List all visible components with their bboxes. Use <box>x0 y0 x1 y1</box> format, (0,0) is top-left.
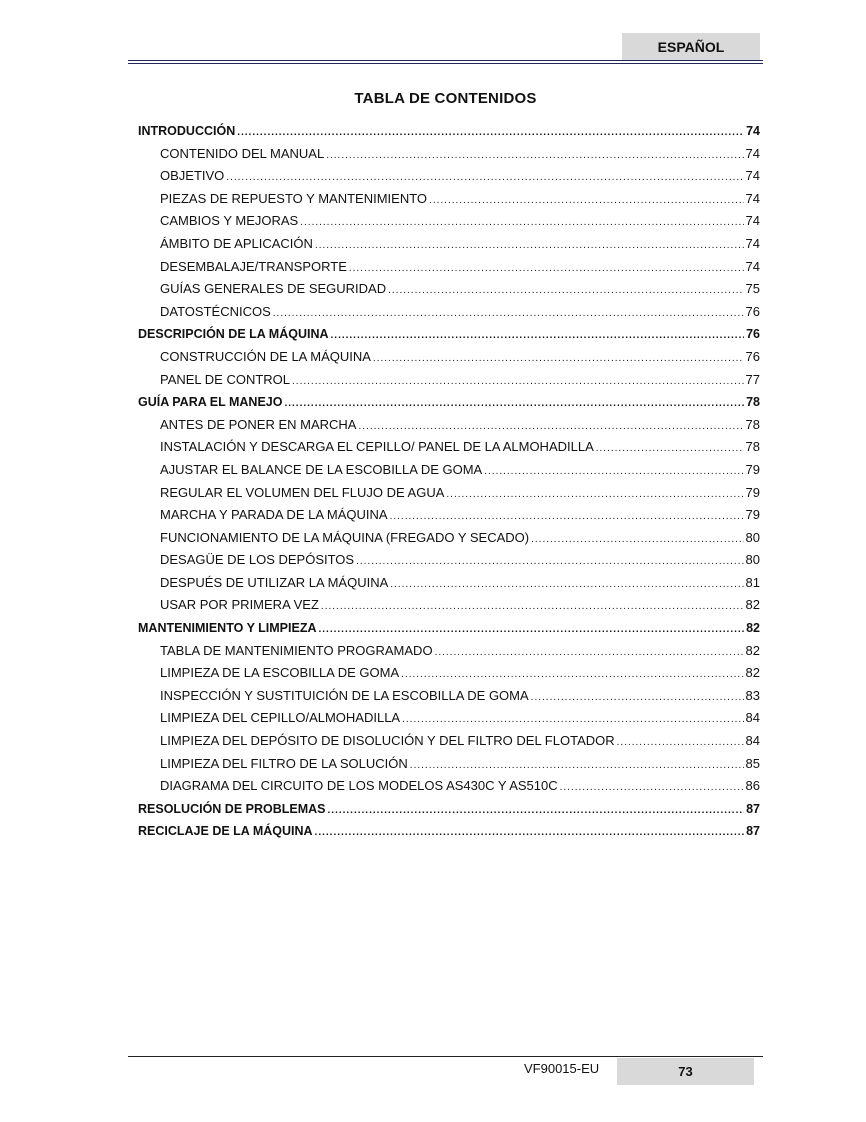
toc-entry-title: DIAGRAMA DEL CIRCUITO DE LOS MODELOS AS430C Y AS510C <box>160 778 558 794</box>
toc-dot-leader <box>401 664 743 687</box>
toc-entry-page: 85 <box>745 755 760 771</box>
toc-dot-leader <box>446 484 743 507</box>
toc-section-entry <box>138 617 760 640</box>
toc-entry-title: REGULAR EL VOLUMEN DEL FLUJO DE AGUA <box>160 484 445 500</box>
toc-subsection-entry <box>138 504 760 527</box>
toc-entry-page: 83 <box>745 687 760 703</box>
toc-entry-page: 74 <box>745 145 760 161</box>
toc-dot-leader <box>284 393 744 416</box>
toc-subsection-entry <box>138 165 760 188</box>
toc-entry-title: OBJETIVO <box>160 168 225 184</box>
toc-entry-title: USAR POR PRIMERA VEZ <box>160 597 319 613</box>
toc-section-entry <box>138 798 760 821</box>
toc-dot-leader <box>292 371 744 394</box>
toc-subsection-entry <box>138 210 760 233</box>
toc-subsection-entry <box>138 753 760 776</box>
toc-dot-leader <box>226 167 743 190</box>
toc-entry-page: 82 <box>746 621 760 636</box>
toc-entry-page: 78 <box>745 416 760 432</box>
toc-entry-page: 74 <box>745 235 760 251</box>
toc-dot-leader <box>531 529 743 552</box>
toc-subsection-entry <box>138 707 760 730</box>
toc-entry-page: 74 <box>745 258 760 274</box>
toc-dot-leader <box>390 574 743 597</box>
toc-entry-page: 78 <box>745 439 760 455</box>
toc-dot-leader <box>300 212 743 235</box>
toc-entry-title: CONTENIDO DEL MANUAL <box>160 145 325 161</box>
toc-entry-page: 84 <box>745 733 760 749</box>
toc-entry-title: MARCHA Y PARADA DE LA MÁQUINA <box>160 507 388 523</box>
toc-dot-leader <box>237 122 744 145</box>
toc-section-entry <box>138 391 760 414</box>
toc-entry-title: RECICLAJE DE LA MÁQUINA <box>138 824 313 839</box>
toc-entry-title: LIMPIEZA DEL CEPILLO/ALMOHADILLA <box>160 710 401 726</box>
toc-entry-page: 87 <box>746 801 760 816</box>
toc-dot-leader <box>484 461 743 484</box>
toc-entry-title: DESPUÉS DE UTILIZAR LA MÁQUINA <box>160 574 389 590</box>
toc-entry-title: LIMPIEZA DEL FILTRO DE LA SOLUCIÓN <box>160 755 408 771</box>
toc-entry-title: INSTALACIÓN Y DESCARGA EL CEPILLO/ PANEL DE LA ALMOHADILLA <box>160 439 594 455</box>
toc-entry-title: PANEL DE CONTROL <box>160 371 291 387</box>
toc-subsection-entry <box>138 685 760 708</box>
toc-entry-title: RESOLUCIÓN DE PROBLEMAS <box>138 801 326 816</box>
toc-dot-leader <box>435 642 744 665</box>
toc-dot-leader <box>373 348 744 371</box>
document-code: VF90015-EU <box>524 1061 600 1076</box>
toc-dot-leader <box>388 280 743 303</box>
toc-entry-page: 80 <box>745 529 760 545</box>
toc-dot-leader <box>410 755 744 778</box>
toc-entry-page: 74 <box>745 168 760 184</box>
toc-entry-page: 86 <box>745 778 760 794</box>
toc-entry-title: DESAGÜE DE LOS DEPÓSITOS <box>160 552 355 568</box>
toc-subsection-entry <box>138 369 760 392</box>
toc-entry-page: 84 <box>745 710 760 726</box>
toc-dot-leader <box>315 822 745 845</box>
toc-subsection-entry <box>138 256 760 279</box>
toc-entry-page: 74 <box>746 124 760 138</box>
toc-subsection-entry <box>138 594 760 617</box>
footer-rule <box>128 1056 763 1057</box>
table-of-contents <box>138 120 760 843</box>
toc-entry-title: AJUSTAR EL BALANCE DE LA ESCOBILLA DE GOMA <box>160 461 483 477</box>
page-number-box <box>617 1058 754 1085</box>
toc-entry-title: DATOSTÉCNICOS <box>160 303 271 319</box>
toc-dot-leader <box>429 190 743 213</box>
toc-entry-title: CAMBIOS Y MEJORAS <box>160 213 299 229</box>
toc-section-entry <box>138 323 760 346</box>
toc-subsection-entry <box>138 482 760 505</box>
toc-entry-page: 87 <box>746 824 760 839</box>
toc-subsection-entry <box>138 346 760 369</box>
toc-entry-title: ANTES DE PONER EN MARCHA <box>160 416 357 432</box>
toc-dot-leader <box>328 800 745 823</box>
toc-entry-title: MANTENIMIENTO Y LIMPIEZA <box>138 621 317 636</box>
toc-subsection-entry <box>138 188 760 211</box>
toc-entry-title: CONSTRUCCIÓN DE LA MÁQUINA <box>160 348 371 364</box>
toc-dot-leader <box>319 619 745 642</box>
toc-dot-leader <box>402 709 743 732</box>
toc-subsection-entry <box>138 549 760 572</box>
toc-dot-leader <box>596 438 744 461</box>
toc-entry-page: 75 <box>745 281 760 297</box>
toc-entry-title: FUNCIONAMIENTO DE LA MÁQUINA (FREGADO Y SECADO) <box>160 529 530 545</box>
toc-entry-page: 76 <box>745 348 760 364</box>
toc-entry-title: TABLA DE MANTENIMIENTO PROGRAMADO <box>160 642 433 658</box>
toc-subsection-entry <box>138 572 760 595</box>
toc-dot-leader <box>321 596 744 619</box>
toc-subsection-entry <box>138 414 760 437</box>
toc-subsection-entry <box>138 730 760 753</box>
toc-subsection-entry <box>138 436 760 459</box>
toc-entry-title: PIEZAS DE REPUESTO Y MANTENIMIENTO <box>160 190 428 206</box>
page-title: TABLA DE CONTENIDOS <box>354 90 537 107</box>
toc-entry-title: DESEMBALAJE/TRANSPORTE <box>160 258 347 274</box>
toc-entry-page: 76 <box>746 327 760 342</box>
toc-entry-page: 74 <box>745 213 760 229</box>
toc-subsection-entry <box>138 301 760 324</box>
toc-entry-page: 78 <box>746 395 760 410</box>
toc-entry-page: 79 <box>745 507 760 523</box>
toc-entry-page: 82 <box>745 665 760 681</box>
language-tab <box>622 33 760 60</box>
toc-dot-leader <box>315 235 744 258</box>
toc-entry-page: 77 <box>745 371 760 387</box>
toc-subsection-entry <box>138 527 760 550</box>
page-number: 73 <box>678 1064 693 1079</box>
toc-dot-leader <box>560 777 744 800</box>
toc-dot-leader <box>531 687 744 710</box>
toc-subsection-entry <box>138 662 760 685</box>
toc-dot-leader <box>349 258 744 281</box>
toc-entry-page: 81 <box>745 574 760 590</box>
toc-subsection-entry <box>138 143 760 166</box>
toc-dot-leader <box>273 303 744 326</box>
toc-entry-page: 79 <box>745 484 760 500</box>
toc-subsection-entry <box>138 775 760 798</box>
toc-dot-leader <box>358 416 743 439</box>
toc-subsection-entry <box>138 278 760 301</box>
toc-entry-title: LIMPIEZA DE LA ESCOBILLA DE GOMA <box>160 665 400 681</box>
header-rule <box>128 60 763 64</box>
toc-entry-page: 80 <box>745 552 760 568</box>
toc-subsection-entry <box>138 233 760 256</box>
toc-section-entry <box>138 820 760 843</box>
toc-dot-leader <box>390 506 744 529</box>
toc-entry-title: GUÍA PARA EL MANEJO <box>138 395 283 410</box>
language-label: ESPAÑOL <box>657 38 725 55</box>
toc-entry-title: INSPECCIÓN Y SUSTITUICIÓN DE LA ESCOBILLA DE GOMA <box>160 687 529 703</box>
toc-entry-title: ÁMBITO DE APLICACIÓN <box>160 235 313 251</box>
toc-subsection-entry <box>138 640 760 663</box>
toc-dot-leader <box>356 551 743 574</box>
toc-entry-title: LIMPIEZA DEL DEPÓSITO DE DISOLUCIÓN Y DEL FILTRO DEL FLOTADOR <box>160 733 615 749</box>
toc-dot-leader <box>331 325 745 348</box>
toc-entry-title: GUÍAS GENERALES DE SEGURIDAD <box>160 281 387 297</box>
toc-subsection-entry <box>138 459 760 482</box>
toc-entry-page: 76 <box>745 303 760 319</box>
toc-section-entry <box>138 120 760 143</box>
toc-entry-title: DESCRIPCIÓN DE LA MÁQUINA <box>138 327 329 342</box>
toc-entry-page: 82 <box>745 597 760 613</box>
toc-entry-page: 79 <box>745 461 760 477</box>
toc-entry-page: 82 <box>745 642 760 658</box>
toc-dot-leader <box>326 145 743 168</box>
toc-dot-leader <box>617 732 744 755</box>
toc-entry-title: INTRODUCCIÓN <box>138 124 236 138</box>
toc-entry-page: 74 <box>745 190 760 206</box>
